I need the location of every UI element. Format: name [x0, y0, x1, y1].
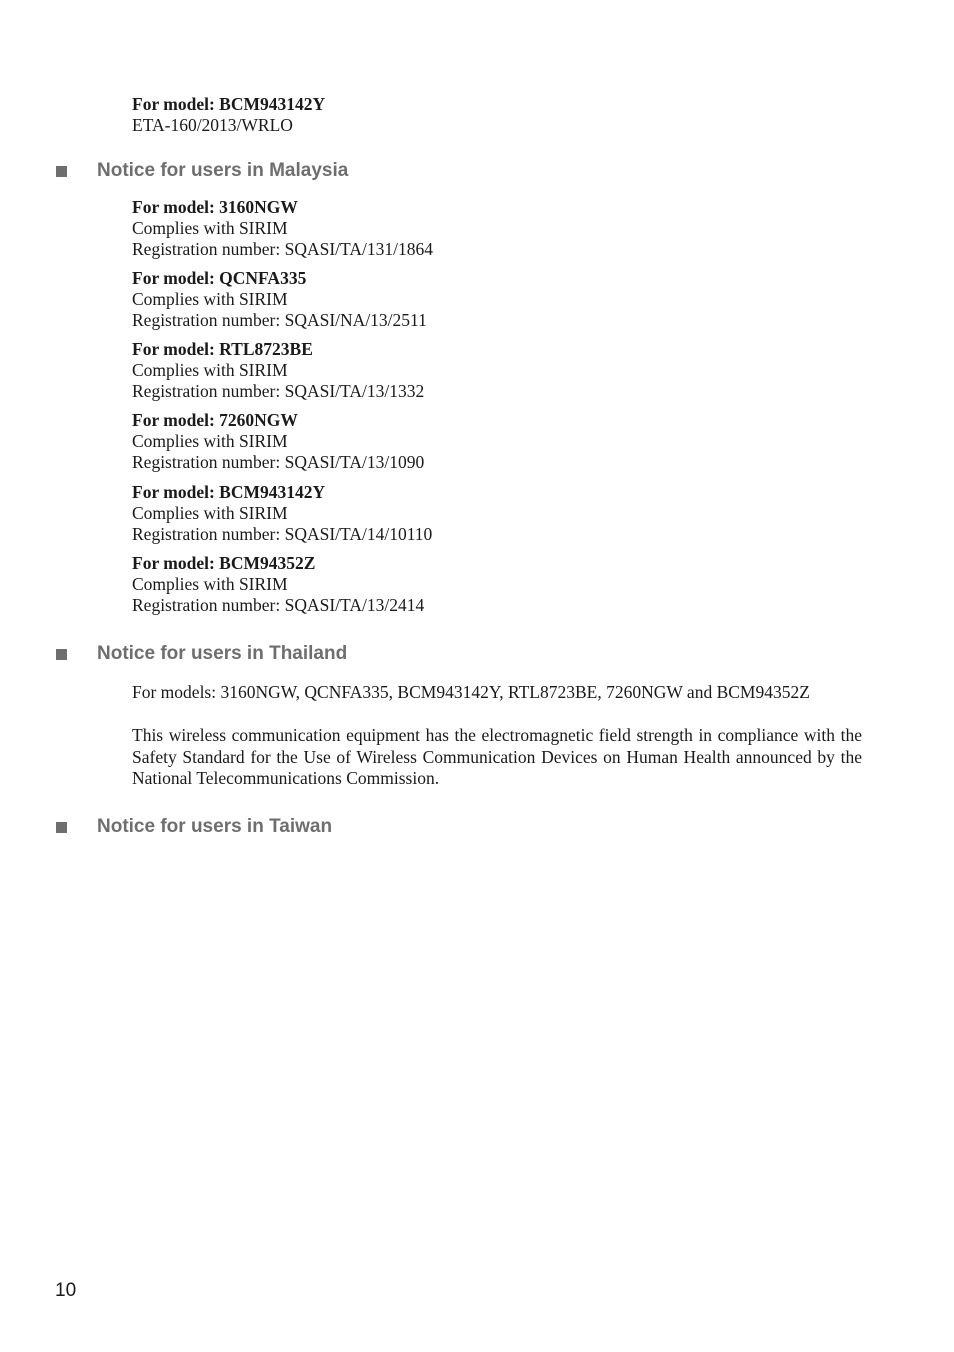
registration-number: Registration number: SQASI/TA/14/10110: [132, 524, 433, 544]
section-heading-thailand: [56, 643, 347, 665]
registration-number: Registration number: SQASI/TA/13/2414: [132, 595, 425, 615]
page-number: 10: [55, 1280, 77, 1301]
registration-number: Registration number: SQASI/TA/13/1090: [132, 452, 425, 472]
registration-number: Registration number: SQASI/TA/13/1332: [132, 381, 425, 401]
model-label: For model: QCNFA335: [132, 268, 307, 288]
compliance-text: Complies with SIRIM: [132, 503, 288, 523]
malaysia-entry-bcm94352z: [132, 553, 424, 616]
registration-number: Registration number: SQASI/TA/131/1864: [132, 239, 433, 259]
square-bullet-icon: [56, 649, 67, 660]
registration-number: Registration number: SQASI/NA/13/2511: [132, 310, 427, 330]
model-label: For model: BCM94352Z: [132, 553, 316, 573]
india-model-entry: [132, 94, 325, 136]
malaysia-entry-qcnfa335: [132, 268, 427, 331]
model-label: For model: 3160NGW: [132, 197, 298, 217]
section-title: Notice for users in Thailand: [97, 643, 348, 664]
model-label: For model: BCM943142Y: [132, 94, 326, 114]
compliance-text: Complies with SIRIM: [132, 574, 288, 594]
malaysia-entry-bcm943142y: [132, 482, 432, 545]
square-bullet-icon: [56, 166, 67, 177]
model-label: For model: 7260NGW: [132, 410, 298, 430]
square-bullet-icon: [56, 822, 67, 833]
compliance-text: Complies with SIRIM: [132, 218, 288, 238]
section-title: Notice for users in Taiwan: [97, 816, 333, 837]
model-label: For model: BCM943142Y: [132, 482, 326, 502]
model-label: For model: RTL8723BE: [132, 339, 313, 359]
compliance-text: Complies with SIRIM: [132, 360, 288, 380]
section-heading-taiwan: [56, 816, 332, 838]
thailand-compliance-paragraph: This wireless communication equipment has the electromagnetic field strength in compliance with the Safety Standard for the Use of Wireless Communication Devices on Human Health announced by the National Telecommunications Commission.: [132, 725, 862, 788]
section-title: Notice for users in Malaysia: [97, 160, 349, 181]
compliance-text: Complies with SIRIM: [132, 289, 288, 309]
compliance-text: Complies with SIRIM: [132, 431, 288, 451]
malaysia-entry-3160ngw: [132, 197, 433, 260]
malaysia-entry-rtl8723be: [132, 339, 424, 402]
section-heading-malaysia: [56, 160, 348, 182]
malaysia-entry-7260ngw: [132, 410, 424, 473]
approval-number: ETA-160/2013/WRLO: [132, 115, 293, 135]
thailand-models-line: For models: 3160NGW, QCNFA335, BCM943142Y, RTL8723BE, 7260NGW and BCM94352Z: [132, 682, 810, 702]
